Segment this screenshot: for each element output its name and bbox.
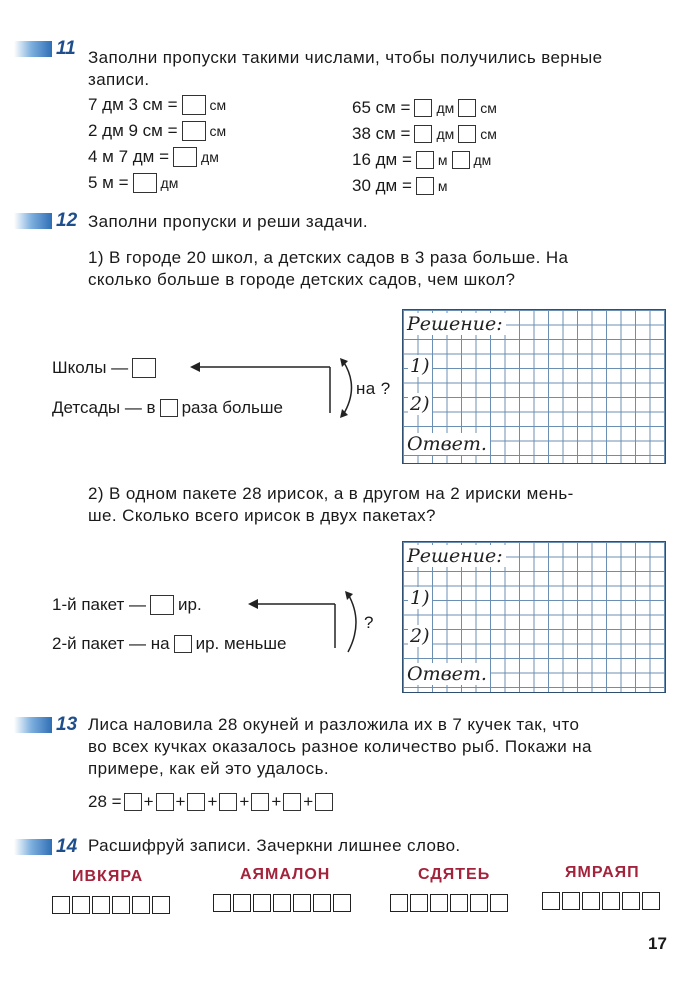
task-12-title: Заполни пропуски и реши задачи. (88, 212, 369, 231)
task-11-text-line1: Заполни пропуски такими числами, чтобы получились верные (88, 48, 603, 67)
diagram1-schools-row (52, 358, 156, 378)
packet1-label: 1-й пакет — (52, 595, 147, 614)
answer-cells-2[interactable] (213, 894, 351, 912)
conversion-expr: 7 дм 3 см = (88, 95, 178, 114)
conversion-row-left-1 (88, 95, 226, 115)
problem-2-line2: ше. Сколько всего ирисок в двух пакетах? (88, 506, 436, 525)
answer-box[interactable] (416, 151, 434, 169)
answer-box[interactable] (133, 173, 157, 193)
answer-box[interactable] (173, 147, 197, 167)
unit-label: см (209, 97, 227, 113)
conversion-expr: 16 дм = (352, 150, 412, 169)
kindergartens-label: Детсады — в (52, 398, 156, 417)
answer-box[interactable] (414, 99, 432, 117)
cipher-word-4: ЯМРАЯП (565, 864, 640, 881)
diagram1-question: на ? (356, 379, 391, 398)
packet1-unit: ир. (178, 595, 202, 614)
grid2-solution-label: Решение: (404, 545, 506, 567)
unit-label: см (480, 126, 497, 142)
page-number: 17 (648, 934, 667, 953)
plus-sign: + (175, 792, 186, 811)
unit-label: см (480, 100, 497, 116)
conversion-expr: 2 дм 9 см = (88, 121, 178, 140)
task-14-marker (14, 836, 77, 858)
task-11-marker (14, 38, 76, 60)
answer-cells-3[interactable] (390, 894, 508, 912)
grid1-step-2: 2) (410, 393, 430, 415)
cipher-word-1: ИВКЯРА (72, 868, 144, 885)
times-box[interactable] (160, 399, 178, 417)
arrow-head (340, 358, 348, 367)
conversion-row-right-1 (352, 98, 497, 118)
conversion-row-left-3 (88, 147, 219, 167)
answer-box[interactable] (416, 177, 434, 195)
diagram2-packet1-row (52, 595, 202, 615)
addend-box[interactable] (156, 793, 174, 811)
conversion-row-left-4 (88, 173, 178, 193)
cipher-word-2: АЯМАЛОН (240, 866, 331, 883)
task-marker-bar (14, 213, 52, 229)
grid2-answer-label: Ответ. (404, 663, 490, 685)
addend-box[interactable] (251, 793, 269, 811)
problem-2-line1: 2) В одном пакете 28 ирисок, а в другом на 2 ириски мень- (88, 484, 574, 503)
packet2-box[interactable] (174, 635, 192, 653)
plus-sign: + (239, 792, 250, 811)
addend-box[interactable] (219, 793, 237, 811)
task-13-equation (88, 792, 333, 812)
conversion-expr: 4 м 7 дм = (88, 147, 170, 166)
task-12-number: 12 (56, 210, 78, 231)
diagram1-arrows (180, 355, 380, 425)
conversion-row-right-4 (352, 176, 448, 196)
answer-box[interactable] (414, 125, 432, 143)
problem-1-text (88, 247, 673, 291)
task-13-marker (14, 714, 77, 736)
plus-sign: + (303, 792, 314, 811)
conversion-expr: 5 м = (88, 173, 129, 192)
packet1-box[interactable] (150, 595, 174, 615)
problem-1-line2: сколько больше в городе детских садов, чем школ? (88, 270, 516, 289)
addend-box[interactable] (187, 793, 205, 811)
answer-box[interactable] (458, 99, 476, 117)
task-13-number: 13 (56, 714, 78, 735)
unit-label: см (209, 123, 227, 139)
addend-box[interactable] (283, 793, 301, 811)
arrow-head (345, 591, 353, 600)
task-marker-bar (14, 717, 52, 733)
arrow-head (190, 362, 200, 372)
answer-cells-4[interactable] (542, 892, 660, 910)
plus-sign: + (207, 792, 218, 811)
grid1-answer-label: Ответ. (404, 433, 490, 455)
task-14-number: 14 (56, 836, 78, 857)
unit-label: дм (201, 149, 219, 165)
task-11-text (88, 47, 678, 91)
packet2-less-label: ир. меньше (195, 634, 287, 653)
task-14-title: Расшифруй записи. Зачеркни лишнее слово. (88, 836, 461, 855)
task-13-text (88, 714, 673, 780)
plus-sign: + (271, 792, 282, 811)
conversion-expr: 38 см = (352, 124, 411, 143)
task-13-line1: Лиса наловила 28 окуней и разложила их в 7 кучек так, что (88, 715, 580, 734)
plus-sign: + (143, 792, 154, 811)
grid1-step-1: 1) (410, 355, 430, 377)
diagram2-question: ? (364, 613, 374, 632)
times-more-label: раза больше (181, 398, 283, 417)
unit-label: м (437, 152, 448, 168)
conversion-row-right-3 (352, 150, 491, 170)
grid2-step-2: 2) (410, 625, 430, 647)
schools-box[interactable] (132, 358, 156, 378)
conversion-row-left-2 (88, 121, 226, 141)
task-13-line2: во всех кучках оказалось разное количество рыб. Покажи на (88, 737, 592, 756)
cipher-word-3: СДЯТЕЬ (418, 866, 491, 883)
task-marker-bar (14, 839, 52, 855)
packet2-label: 2-й пакет — на (52, 634, 170, 653)
answer-box[interactable] (182, 121, 206, 141)
answer-box[interactable] (458, 125, 476, 143)
grid1-solution-label: Решение: (404, 313, 506, 335)
addend-box[interactable] (315, 793, 333, 811)
unit-label: дм (436, 100, 455, 116)
schools-label: Школы — (52, 358, 129, 377)
unit-label: дм (473, 152, 492, 168)
conversion-row-right-2 (352, 124, 497, 144)
unit-label: м (437, 178, 448, 194)
task-11-number: 11 (56, 38, 76, 59)
problem-1-line1: 1) В городе 20 школ, а детских садов в 3 раза больше. На (88, 248, 569, 267)
task-11-text-line2: записи. (88, 70, 150, 89)
conversion-expr: 65 см = (352, 98, 411, 117)
task-12-marker (14, 210, 77, 232)
addend-box[interactable] (124, 793, 142, 811)
equation-lhs: 28 = (88, 792, 122, 811)
problem-2-text (88, 483, 673, 527)
answer-cells-1[interactable] (52, 896, 170, 914)
arrow-head (340, 409, 348, 418)
conversion-expr: 30 дм = (352, 176, 412, 195)
task-13-line3: примере, как ей это удалось. (88, 759, 329, 778)
task-marker-bar (14, 41, 52, 57)
brace-arc (343, 361, 352, 415)
diagram2-arrows (240, 590, 370, 662)
brace-arc (348, 594, 356, 652)
answer-box[interactable] (182, 95, 206, 115)
answer-box[interactable] (452, 151, 470, 169)
unit-label: дм (436, 126, 455, 142)
arrow-head (248, 599, 258, 609)
grid2-step-1: 1) (410, 587, 430, 609)
unit-label: дм (160, 175, 179, 191)
